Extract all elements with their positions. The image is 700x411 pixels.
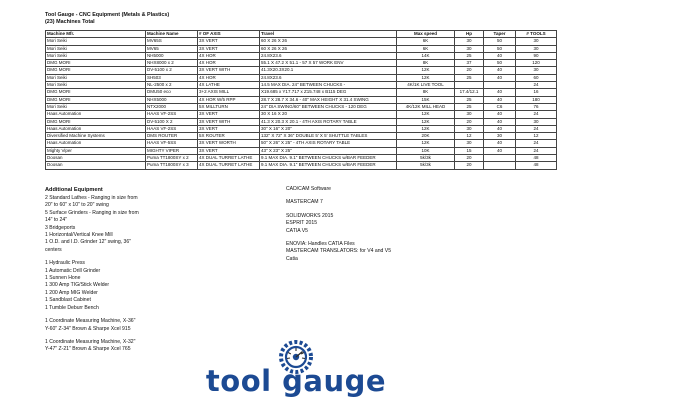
software-item: ESPRIT 2015 xyxy=(286,220,318,227)
table-cell: 90 xyxy=(516,52,557,59)
table-cell: 8K xyxy=(397,89,455,96)
software-heading: CAD/CAM Software xyxy=(286,186,332,192)
table-cell: 14K xyxy=(397,52,455,59)
table-row xyxy=(46,133,557,140)
table-cell: 30 xyxy=(455,111,484,118)
table-cell: 12 xyxy=(516,133,557,140)
table-cell: DMG MORI xyxy=(46,60,146,67)
equipment-line: 1 300 Amp TIG/Stick Welder xyxy=(45,282,110,289)
table-cell: Mori Seiki xyxy=(46,38,146,45)
table-cell: 12K xyxy=(397,111,455,118)
equipment-line: 1 Tumble Deburr Bench xyxy=(45,304,99,311)
table-cell: 12K xyxy=(397,74,455,81)
column-header: Machine Name xyxy=(146,31,198,38)
table-cell: 4K/12K MILL HEAD xyxy=(397,103,455,110)
table-cell: 40 xyxy=(484,96,516,103)
table-cell: Mori Seiki xyxy=(46,74,146,81)
table-cell: C6 xyxy=(484,103,516,110)
table-cell: Doosan xyxy=(46,162,146,169)
table-cell: DV-5100 X 2 xyxy=(146,118,198,125)
table-cell: 40 xyxy=(484,111,516,118)
table-cell: 30 xyxy=(516,38,557,45)
equipment-line: 1 Sunnen Hone xyxy=(45,275,81,282)
table-cell: DMG MORI xyxy=(46,96,146,103)
table-cell: 40 xyxy=(484,89,516,96)
table-cell: 25 xyxy=(455,52,484,59)
software-item: MASTERCAM TRANSLATORS: for V4 and V5 xyxy=(286,248,392,255)
table-cell: 40 xyxy=(484,147,516,154)
table-cell: 12K xyxy=(397,125,455,132)
table-cell: 4K/1K LIVE TOOL xyxy=(397,82,455,89)
table-cell: Mighty Viper xyxy=(46,147,146,154)
table-cell: 40 xyxy=(484,52,516,59)
table-cell: 3X VERT WITH xyxy=(198,67,260,74)
document-title-line-1: Tool Gauge - CNC Equipment (Metals & Plastics) xyxy=(45,12,170,18)
equipment-table-body xyxy=(46,38,557,169)
table-cell: 12K xyxy=(397,140,455,147)
table-cell: 50" X 26" X 25" - 4TH AXIS ROTARY TABLE xyxy=(260,140,397,147)
column-header: # OF AXIS xyxy=(198,31,260,38)
table-cell: 30 xyxy=(455,125,484,132)
equipment-table xyxy=(45,30,557,170)
table-cell: 4X DUAL TURRET LATHE xyxy=(198,155,260,162)
table-cell: 30 xyxy=(516,67,557,74)
table-cell: Mori Seiki xyxy=(46,52,146,59)
table-cell: 3X VERT xyxy=(198,38,260,45)
cmm-line: 1 Coordinate Measuring Machine, X-32" xyxy=(45,338,136,345)
table-cell: 6K xyxy=(397,45,455,52)
table-cell: NTX2000 xyxy=(146,103,198,110)
table-cell: 30" X 16" X 20" xyxy=(260,125,397,132)
table-cell: 10K xyxy=(397,147,455,154)
table-row xyxy=(46,111,557,118)
table-cell: 12K xyxy=(397,118,455,125)
table-cell: 14.5 MAX DIA. 24" BETWEEN CHUCKS - xyxy=(260,82,397,89)
table-row xyxy=(46,74,557,81)
equipment-line: 5 Surface Grinders - Ranging in size from xyxy=(45,209,139,216)
equipment-line: 20" to 60" x 10" to 20" swing xyxy=(45,202,109,209)
table-cell: 4X HOR W/5 RPP xyxy=(198,96,260,103)
table-row xyxy=(46,52,557,59)
table-row xyxy=(46,82,557,89)
table-cell: 120 xyxy=(516,60,557,67)
table-cell: SH503 xyxy=(146,74,198,81)
table-cell: 41.3 X 20.3 X 20.1 - 4TH AXIS ROTARY TABLE xyxy=(260,118,397,125)
table-cell: 25 xyxy=(455,103,484,110)
table-cell: 60 xyxy=(516,74,557,81)
table-cell: 30 xyxy=(455,38,484,45)
table-cell: 24.8X23.6 xyxy=(260,52,397,59)
table-row xyxy=(46,140,557,147)
software-item: SOLIDWORKS 2015 xyxy=(286,212,334,219)
table-cell: 20 xyxy=(455,155,484,162)
table-cell: 132" X 72" X 36" DOUBLE 5' X 5' SHUTTLE TABLES xyxy=(260,133,397,140)
table-cell: HAAS VF-2SS xyxy=(146,111,198,118)
table-cell: 4X HOR xyxy=(198,60,260,67)
table-cell: 15 xyxy=(455,147,484,154)
table-cell: 30 xyxy=(455,45,484,52)
table-cell: 40 xyxy=(484,67,516,74)
table-cell: DMU50 eco xyxy=(146,89,198,96)
equipment-line: 1 O.D. and I.D. Grinder 12" swing, 36" xyxy=(45,239,132,246)
software-list xyxy=(286,186,466,263)
table-cell: 43" X 23" X 25" xyxy=(260,147,397,154)
cmm-line: 1 Coordinate Measuring Machine, X-36" xyxy=(45,318,136,325)
equipment-line: 3 Bridgeports xyxy=(45,224,76,231)
table-cell: 40 xyxy=(484,125,516,132)
table-cell: 3X VERT xyxy=(198,125,260,132)
equipment-table-header xyxy=(46,31,557,38)
table-cell: 48 xyxy=(516,155,557,162)
table-cell: 24 xyxy=(516,111,557,118)
table-cell: 3X VERT WITH xyxy=(198,118,260,125)
table-cell: 50 xyxy=(484,45,516,52)
table-cell: 50 xyxy=(484,38,516,45)
column-header: Travel xyxy=(260,31,397,38)
table-cell: 48 xyxy=(516,162,557,169)
equipment-line: 2 Standard Lathes - Ranging in size from xyxy=(45,195,138,201)
table-cell: 28.7 X 28.7 X 34.6 - 40" MAX HEIGHT X 31.4 SWING xyxy=(260,96,397,103)
table-cell: 24.8X23.6 xyxy=(260,74,397,81)
table-row xyxy=(46,60,557,67)
table-cell: 5k/3k xyxy=(397,155,455,162)
table-cell: 30 xyxy=(516,45,557,52)
table-cell: HAAS VF-5SS xyxy=(146,140,198,147)
table-cell: 24 xyxy=(516,147,557,154)
table-cell: 15K xyxy=(397,96,455,103)
table-cell: 5k/3k xyxy=(397,162,455,169)
table-cell: MIGHTY VIPER xyxy=(146,147,198,154)
table-cell: 60 X 26 X 26 xyxy=(260,45,397,52)
table-cell: Diversified Machine Systems xyxy=(46,133,146,140)
table-cell: Puma TT1800SY x 2 xyxy=(146,155,198,162)
table-cell: 24 xyxy=(516,82,557,89)
table-cell: 24 xyxy=(516,125,557,132)
table-cell: X19.685 x Y17.717 x Z15.748 x B115 DEG xyxy=(260,89,397,96)
table-cell: 30 xyxy=(455,140,484,147)
table-cell: DMS ROUTER xyxy=(146,133,198,140)
table-cell: 20 xyxy=(455,118,484,125)
table-row xyxy=(46,162,557,169)
table-cell: Mori Seiki xyxy=(46,82,146,89)
table-cell: 9.1 MAX DIA. 9.1" BETWEEN CHUCKS w/BAR FEEDER xyxy=(260,155,397,162)
table-cell: 4X HOR xyxy=(198,52,260,59)
table-cell: 4X DUAL TURRET LATHE xyxy=(198,162,260,169)
table-cell: 180 xyxy=(516,96,557,103)
document-title-line-2: (23) Machines Total xyxy=(45,18,95,25)
table-cell: 40 xyxy=(484,118,516,125)
table-cell: MV65S xyxy=(146,38,198,45)
table-row xyxy=(46,155,557,162)
table-cell: 30 xyxy=(484,133,516,140)
table-cell: 60 X 26 X 26 xyxy=(260,38,397,45)
table-cell: 30 xyxy=(516,118,557,125)
equipment-line: 1 Sandblast Cabinet xyxy=(45,297,91,304)
table-cell: 12K xyxy=(397,67,455,74)
table-row xyxy=(46,45,557,52)
additional-equipment-heading: Additional Equipment xyxy=(45,187,103,193)
table-cell: 5X ROUTER xyxy=(198,133,260,140)
equipment-line: 1 Automatic Drill Grinder xyxy=(45,267,101,274)
equipment-line: 1 200 Amp MIG Welder xyxy=(45,289,98,296)
table-cell: 17.4/12.1 xyxy=(455,89,484,96)
table-cell: 8K xyxy=(397,60,455,67)
table-cell: DMG MORI xyxy=(46,67,146,74)
table-cell: 37 xyxy=(455,60,484,67)
software-item: ENOVIA: Handles CATIA Files xyxy=(286,241,355,248)
equipment-line: 1 Hydraulic Press xyxy=(45,260,85,267)
table-cell: 4X HOR xyxy=(198,74,260,81)
table-cell: 24" DIA SWING/60" BETWEEN CHUCKS - 120 DEG xyxy=(260,103,397,110)
table-cell: 12 xyxy=(455,133,484,140)
table-cell: 6K xyxy=(397,38,455,45)
software-mastercam: MASTERCAM 7 xyxy=(286,199,323,206)
table-cell: 25 xyxy=(455,74,484,81)
table-cell: 5X MILLTURN xyxy=(198,103,260,110)
table-cell: 20 xyxy=(455,162,484,169)
table-cell xyxy=(484,82,516,89)
table-cell: 20 xyxy=(455,67,484,74)
table-cell: NHX5000 xyxy=(146,96,198,103)
software-item: Catia xyxy=(286,255,298,262)
table-cell: HAAS VF-2SS xyxy=(146,125,198,132)
table-cell: 40 xyxy=(484,74,516,81)
table-cell: Haas Automation xyxy=(46,111,146,118)
software-item: CATIA V5 xyxy=(286,227,308,234)
table-cell: 20K xyxy=(397,133,455,140)
table-cell: NH5000 xyxy=(146,52,198,59)
table-cell: 3X VERT xyxy=(198,111,260,118)
column-header: # TOOLS xyxy=(516,31,557,38)
table-row xyxy=(46,67,557,74)
table-cell: NL-2500 x 2 xyxy=(146,82,198,89)
table-cell: Haas Automation xyxy=(46,140,146,147)
column-header: Hp xyxy=(455,31,484,38)
table-cell: 3X VERT xyxy=(198,147,260,154)
table-cell: 3X VERT WORTH xyxy=(198,140,260,147)
column-header: Max speed xyxy=(397,31,455,38)
table-cell: MV65 xyxy=(146,45,198,52)
table-cell: 50 xyxy=(484,60,516,67)
table-cell: 40 xyxy=(484,140,516,147)
table-cell: Puma TT1800SY x 3 xyxy=(146,162,198,169)
table-cell: 30 X 16 X 20 xyxy=(260,111,397,118)
table-cell: 24 xyxy=(516,140,557,147)
equipment-line: 14" to 24" xyxy=(45,217,68,224)
table-cell: Mori Seiki xyxy=(46,45,146,52)
table-cell: 4X LATHE xyxy=(198,82,260,89)
table-cell: DV-5100 x 2 xyxy=(146,67,198,74)
table-cell: DMG MORI xyxy=(46,118,146,125)
table-cell: NHX8000 x 2 xyxy=(146,60,198,67)
table-cell: 3+2 AXIS MILL xyxy=(198,89,260,96)
table-cell: 76 xyxy=(516,103,557,110)
table-row xyxy=(46,89,557,96)
table-row xyxy=(46,125,557,132)
table-cell: 55.1 X 47.2 X 51.1 - 57 X 57 WORK ENV xyxy=(260,60,397,67)
table-cell: 3X VERT xyxy=(198,45,260,52)
table-cell xyxy=(455,82,484,89)
table-row xyxy=(46,103,557,110)
column-header: Taper xyxy=(484,31,516,38)
table-cell xyxy=(484,155,516,162)
table-row xyxy=(46,38,557,45)
logo-wordmark: tool gauge xyxy=(205,364,387,398)
cmm-line: Y-60" Z-34" Brown & Sharpe Xcel 915 xyxy=(45,325,131,332)
table-cell: Mori Seiki xyxy=(46,103,146,110)
table-row xyxy=(46,118,557,125)
equipment-line: 1 Horizontal/Vertical Knee Mill xyxy=(45,232,113,239)
document-title xyxy=(45,12,169,25)
cmm-line: Y-47" Z-21" Brown & Sharpe Xcel 765 xyxy=(45,346,131,353)
table-cell xyxy=(484,162,516,169)
column-header: Machine Mfr. xyxy=(46,31,146,38)
equipment-line: centers xyxy=(45,246,62,253)
table-cell: 9.1 MAX DIA. 9.1" BETWEEN CHUCKS w/BAR FEEDER xyxy=(260,162,397,169)
tool-gauge-logo xyxy=(188,330,404,410)
table-cell: Doosan xyxy=(46,155,146,162)
table-cell: Haas Automation xyxy=(46,125,146,132)
table-row xyxy=(46,96,557,103)
table-row xyxy=(46,147,557,154)
table-cell: 41.3X20.3X20.1 xyxy=(260,67,397,74)
table-cell: 25 xyxy=(455,96,484,103)
table-cell: DMG MORI xyxy=(46,89,146,96)
table-cell: 16 xyxy=(516,89,557,96)
